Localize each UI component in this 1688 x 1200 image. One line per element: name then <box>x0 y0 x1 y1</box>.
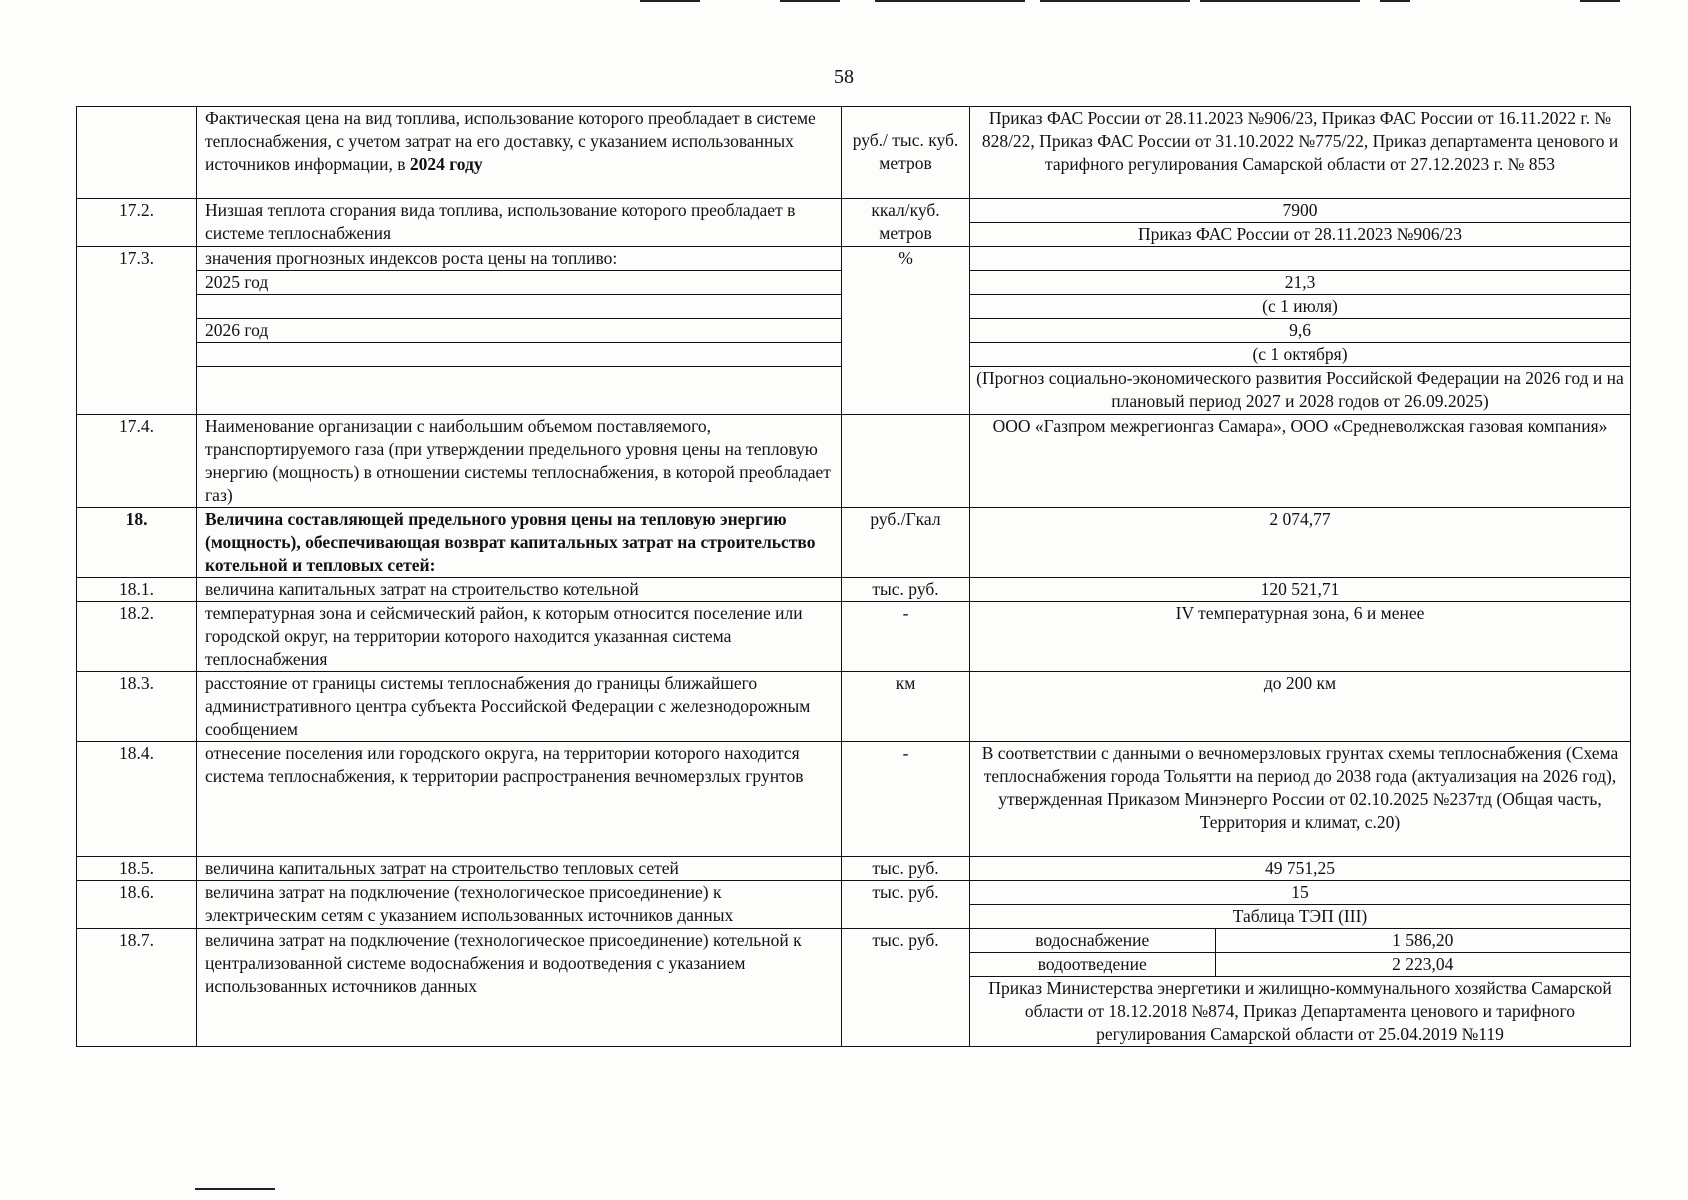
table-row <box>77 508 1631 578</box>
row-label-group <box>197 247 842 415</box>
row-unit: - <box>842 742 970 857</box>
row-unit: тыс. руб. <box>842 578 970 602</box>
row-label <box>197 107 842 199</box>
row-number: 18.5. <box>77 857 197 881</box>
forecast-value: 21,3 <box>970 271 1630 295</box>
row-number: 18.3. <box>77 672 197 742</box>
year-label: 2025 год <box>197 271 841 295</box>
row-label: температурная зона и сейсмический район, к которым относится поселение или городской округ, на территории которого находится указанная система теплоснабжения <box>197 602 842 672</box>
row-number: 18.6. <box>77 881 197 929</box>
row-number: 18.2. <box>77 602 197 672</box>
subtable-row <box>970 929 1630 953</box>
row-value: ООО «Газпром межрегионгаз Самара», ООО «Средневолжская газовая компания» <box>970 415 1631 508</box>
row-value: 2 074,77 <box>970 508 1631 578</box>
subtable-item-name: водоснабжение <box>970 929 1215 953</box>
subtable-item-name: водоотведение <box>970 953 1215 977</box>
row-number: 18.7. <box>77 929 197 1047</box>
row-unit: руб./ тыс. куб. метров <box>842 107 970 199</box>
row-label: величина затрат на подключение (технологическое присоединение) к электрическим сетям с указанием использованных источников данных <box>197 881 842 929</box>
row-label: величина затрат на подключение (технологическое присоединение) котельной к централизованной системе водоснабжения и водоотведения с указанием использованных источников данных <box>197 929 842 1047</box>
row-label: расстояние от границы системы теплоснабжения до границы ближайшего административного центра субъекта Российской Федерации с железнодорожным сообщением <box>197 672 842 742</box>
row-value-group <box>970 199 1631 247</box>
empty-line <box>970 247 1630 271</box>
row-unit: тыс. руб. <box>842 881 970 929</box>
row-value: до 200 км <box>970 672 1631 742</box>
row-value-group <box>970 929 1631 1047</box>
row-value-group <box>970 247 1631 415</box>
row-value: 7900 <box>970 199 1630 223</box>
bottom-edge-mark <box>195 1188 275 1190</box>
empty-line <box>197 343 841 367</box>
row-value: Приказ ФАС России от 28.11.2023 №906/23, Приказ ФАС России от 16.11.2022 г. № 828/22, Приказ ФАС России от 31.10.2022 №775/22, Приказ департамента ценового и тарифного регулирования Самарской области от 27.12.2023 г. № 853 <box>970 107 1631 199</box>
table-row <box>77 415 1631 508</box>
empty-line <box>197 295 841 319</box>
row-label: Величина составляющей предельного уровня цены на тепловую энергию (мощность), обеспечивающая возврат капитальных затрат на строительство котельной и тепловых сетей: <box>197 508 842 578</box>
row-unit: тыс. руб. <box>842 857 970 881</box>
row-source: Приказ ФАС России от 28.11.2023 №906/23 <box>1137 224 1463 244</box>
row-label: значения прогнозных индексов роста цены на топливо: <box>197 247 841 271</box>
table-row <box>77 247 1631 415</box>
top-edge-marks <box>640 0 1620 4</box>
table-row <box>77 602 1631 672</box>
row-number: 17.3. <box>77 247 197 415</box>
table-row <box>77 881 1631 929</box>
table-row <box>77 742 1631 857</box>
row-unit: ккал/куб. метров <box>842 199 970 247</box>
row-value: IV температурная зона, 6 и менее <box>970 602 1631 672</box>
empty-line <box>197 367 841 411</box>
forecast-note: (с 1 октября) <box>970 343 1630 367</box>
row-number: 17.2. <box>77 199 197 247</box>
row-unit: руб./Гкал <box>842 508 970 578</box>
row-unit: - <box>842 602 970 672</box>
forecast-value: 9,6 <box>970 319 1630 343</box>
row-source: (Прогноз социально-экономического развития Российской Федерации на 2026 год и на плановый период 2027 и 2028 годов от 26.09.2025) <box>976 368 1624 411</box>
table-row <box>77 107 1631 199</box>
row-value: 120 521,71 <box>970 578 1631 602</box>
row-unit: км <box>842 672 970 742</box>
table-row <box>77 199 1631 247</box>
row-label: отнесение поселения или городского округа, на территории которого находится система теплоснабжения, к территории распространения вечномерзлых грунтов <box>197 742 842 857</box>
connection-costs-subtable <box>970 929 1630 1046</box>
forecast-note: (с 1 июля) <box>970 295 1630 319</box>
row-unit <box>842 415 970 508</box>
row-label-text: Фактическая цена на вид топлива, использование которого преобладает в системе теплоснабжения, с учетом затрат на его доставку, с указанием использованных источников информации, в <box>205 108 816 174</box>
row-unit: % <box>842 247 970 415</box>
row-unit: тыс. руб. <box>842 929 970 1047</box>
row-value: 49 751,25 <box>970 857 1631 881</box>
table-row <box>77 672 1631 742</box>
row-number: 18. <box>77 508 197 578</box>
table-row <box>77 929 1631 1047</box>
year-label: 2026 год <box>197 319 841 343</box>
subtable-item-value: 2 223,04 <box>1215 953 1630 977</box>
document-table-wrapper <box>76 106 1630 1047</box>
subtable-row <box>970 977 1630 1047</box>
table-row <box>77 857 1631 881</box>
row-value-group <box>970 881 1631 929</box>
row-label: величина капитальных затрат на строительство тепловых сетей <box>197 857 842 881</box>
subtable-row <box>970 953 1630 977</box>
row-value: В соответствии с данными о вечномерзловых грунтах схемы теплоснабжения (Схема теплоснабжения города Тольятти на период до 2038 года (актуализация на 2026 год), утвержденная Приказом Минэнерго России от 02.10.2025 №237тд (Общая часть, Территория и климат, с.20) <box>970 742 1631 857</box>
row-label-bold: 2024 году <box>409 154 483 174</box>
subtable-item-value: 1 586,20 <box>1215 929 1630 953</box>
row-number: 18.1. <box>77 578 197 602</box>
tariff-parameters-table <box>76 106 1631 1047</box>
row-source: Приказ Министерства энергетики и жилищно-коммунального хозяйства Самарской области от 18.12.2018 №874, Приказ Департамента ценового и тарифного регулирования Самарской области от 25.04.2019 №119 <box>988 978 1612 1044</box>
row-value: 15 <box>970 881 1630 905</box>
row-source: Таблица ТЭП (III) <box>1232 906 1368 926</box>
page-number: 58 <box>834 66 854 88</box>
row-number <box>77 107 197 199</box>
row-label: Наименование организации с наибольшим объемом поставляемого, транспортируемого газа (при утверждении предельного уровня цены на тепловую энергию (мощность) в отношении системы теплоснабжения, в которой преобладает газ) <box>197 415 842 508</box>
row-number: 18.4. <box>77 742 197 857</box>
row-label: Низшая теплота сгорания вида топлива, использование которого преобладает в системе теплоснабжения <box>197 199 842 247</box>
row-number: 17.4. <box>77 415 197 508</box>
row-label: величина капитальных затрат на строительство котельной <box>197 578 842 602</box>
table-row <box>77 578 1631 602</box>
